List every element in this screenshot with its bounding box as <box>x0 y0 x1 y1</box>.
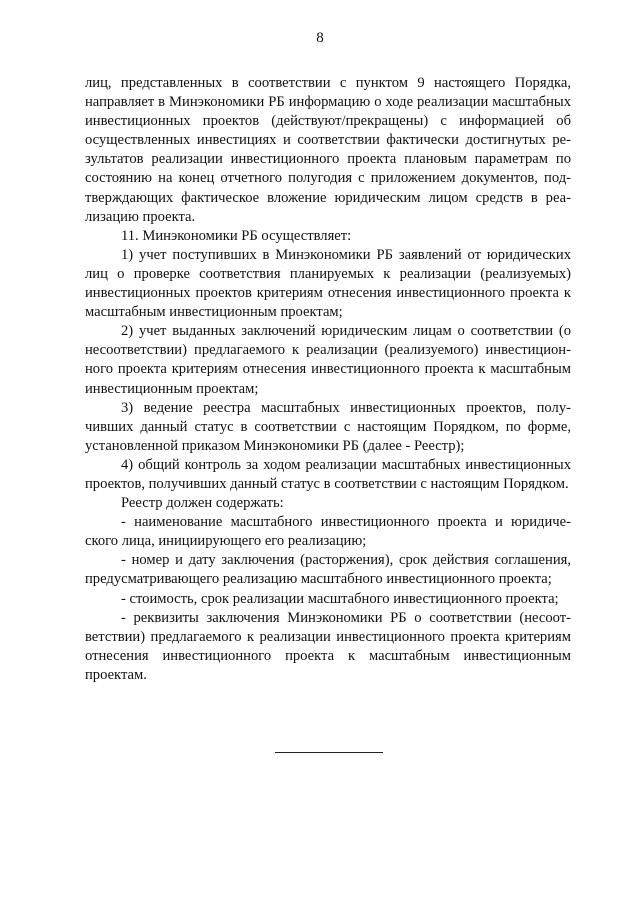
paragraph-registry-heading: Реестр должен содержать: <box>121 495 284 512</box>
paragraph-section-11-heading: 11. Минэкономики РБ осуществляет: <box>121 227 352 244</box>
paragraph-item-3: 3) ведение реестра масштабных инвестиционных проектов, получивших данный статус в соответствии с настоящим Порядком, по форме, установленной приказом Минэкономики РБ (далее - Реестр); <box>85 399 571 454</box>
paragraph-item-1: 1) учет поступивших в Минэкономики РБ заявлений от юридических лиц о проверке соответствия планируемых к реализации (реализуемых) инвестиционных проектов критериям отнесения инвестиционного проекта к масштабным инвестиционным проектам; <box>85 246 571 321</box>
paragraph-registry-item-conclusion: - реквизиты заключения Минэкономики РБ о соответствии (несоответствии) предлагаемого к реализации инвестиционного проекта критериям отнесения инвестиционного проекта к масштабным инвестиционным проектам. <box>85 609 571 683</box>
paragraph-registry-item-name: - наименование масштабного инвестиционного проекта и юридического лица, инициирующего его реализацию; <box>85 514 571 550</box>
paragraph-item-2: 2) учет выданных заключений юридическим лицам о соответствии (о несоответствии) предлагаемого к реализации (реализуемого) инвестиционного проекта критериям отнесения инвестиционного проекта к масштабным инвестиционным проектам; <box>85 323 571 397</box>
paragraph-registry-item-cost: - стоимость, срок реализации масштабного инвестиционного проекта; <box>121 590 559 607</box>
page-number: 8 <box>316 30 324 46</box>
paragraph-item-4: 4) общий контроль за ходом реализации масштабных инвестиционных проектов, получивших данный статус в соответствии с настоящим Порядком. <box>85 456 571 492</box>
end-divider <box>275 752 383 753</box>
paragraph-registry-item-agreement: - номер и дату заключения (расторжения), срок действия соглашения, предусматривающего реализацию масштабного инвестиционного проекта; <box>85 552 571 588</box>
document-body <box>85 74 571 685</box>
paragraph-intro-continuation: лиц, представленных в соответствии с пунктом 9 настоящего Порядка, направляет в Минэкономики РБ информацию о ходе реализации масштабных инвестиционных проектов (действуют/прекращены) с информацией об осуществленных инвестициях и соответствии фактически достигнутых результатов реализации инвестиционного проекта плановым параметрам по состоянию на конец отчетного полугодия с приложением документов, подтверждающих фактическое вложение юридическим лицом средств в реализацию проекта. <box>85 75 571 225</box>
